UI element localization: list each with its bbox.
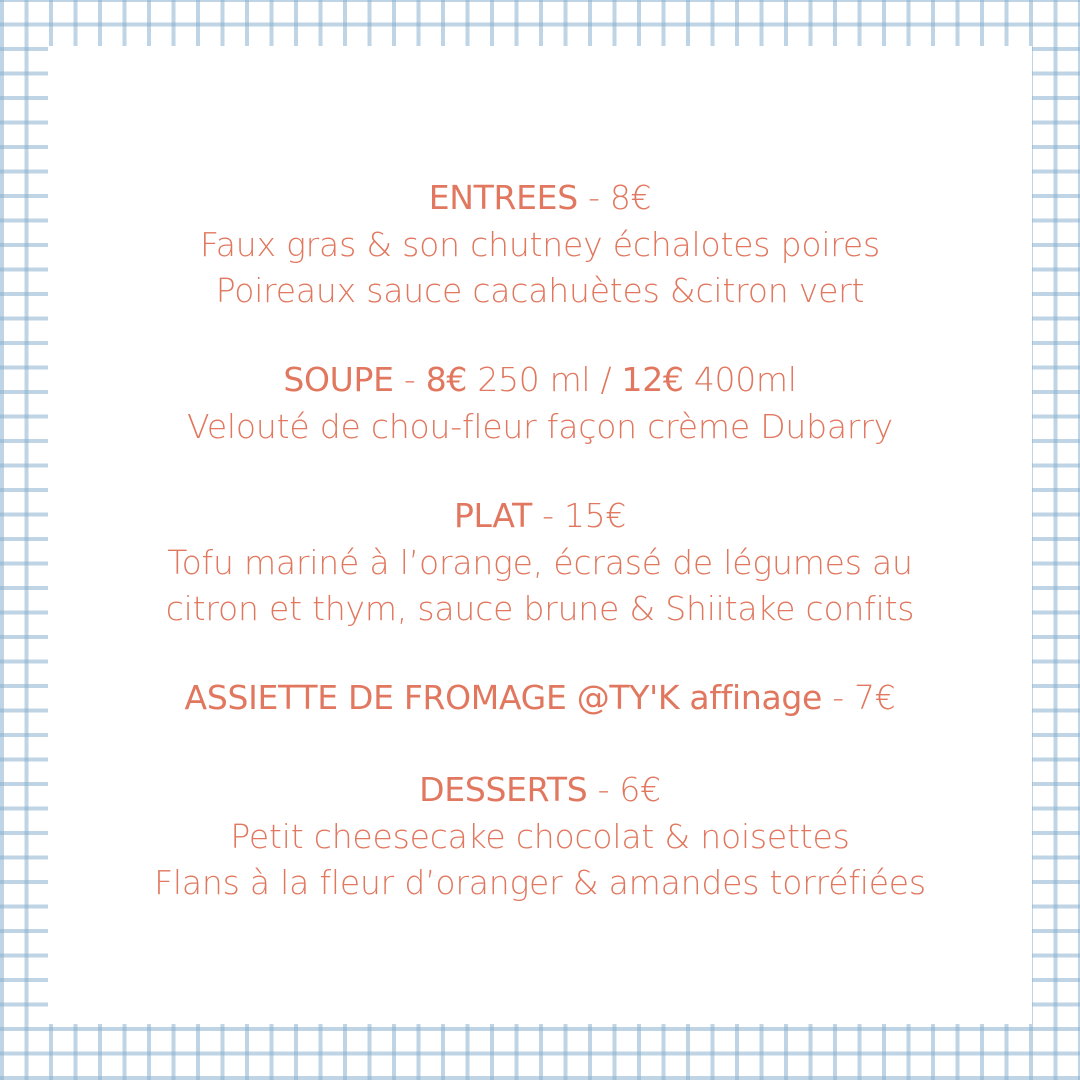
section-desserts: [48, 766, 1032, 906]
desserts-separator: -: [597, 770, 610, 809]
section-entrees: [48, 174, 1032, 314]
soupe-price-large: 12€: [621, 360, 684, 399]
plat-price: 15€: [563, 496, 627, 535]
entrees-title: ENTREES: [428, 178, 578, 217]
soupe-separator: -: [403, 360, 416, 399]
fromage-price: 7€: [854, 678, 896, 717]
menu-card: [48, 46, 1032, 1024]
entrees-item: Faux gras & son chutney échalotes poires: [199, 225, 881, 264]
plat-item: citron et thym, sauce brune & Shiitake confits: [165, 589, 915, 628]
entrees-separator: -: [588, 178, 600, 217]
desserts-item: Flans à la fleur d’oranger & amandes torréfiées: [154, 863, 926, 902]
fromage-heading: [48, 674, 1032, 722]
plat-heading: [48, 492, 1032, 540]
fromage-title: ASSIETTE DE FROMAGE @TY'K affinage: [184, 678, 823, 717]
entrees-price: 8€: [609, 178, 652, 217]
desserts-price: 6€: [619, 770, 661, 809]
desserts-item: Petit cheesecake chocolat & noisettes: [230, 817, 850, 856]
desserts-title: DESSERTS: [419, 770, 588, 809]
fromage-separator: -: [832, 678, 844, 717]
plat-item: Tofu mariné à l’orange, écrasé de légumes au: [167, 543, 913, 582]
soupe-title: SOUPE: [283, 360, 394, 399]
section-soupe: [48, 356, 1032, 450]
soupe-size-large: 400ml: [693, 360, 797, 399]
plat-title: PLAT: [453, 496, 532, 535]
section-plat: [48, 492, 1032, 632]
menu-content: [48, 174, 1032, 948]
soupe-price-small: 8€: [425, 360, 468, 399]
desserts-heading: [48, 766, 1032, 814]
entrees-item: Poireaux sauce cacahuètes &citron vert: [215, 271, 865, 310]
soupe-item: Velouté de chou-fleur façon crème Dubarry: [187, 407, 893, 446]
soupe-size-small: 250 ml /: [477, 360, 612, 399]
soupe-heading: [48, 356, 1032, 404]
entrees-heading: [48, 174, 1032, 222]
section-fromage: [48, 674, 1032, 722]
plat-separator: -: [542, 496, 554, 535]
